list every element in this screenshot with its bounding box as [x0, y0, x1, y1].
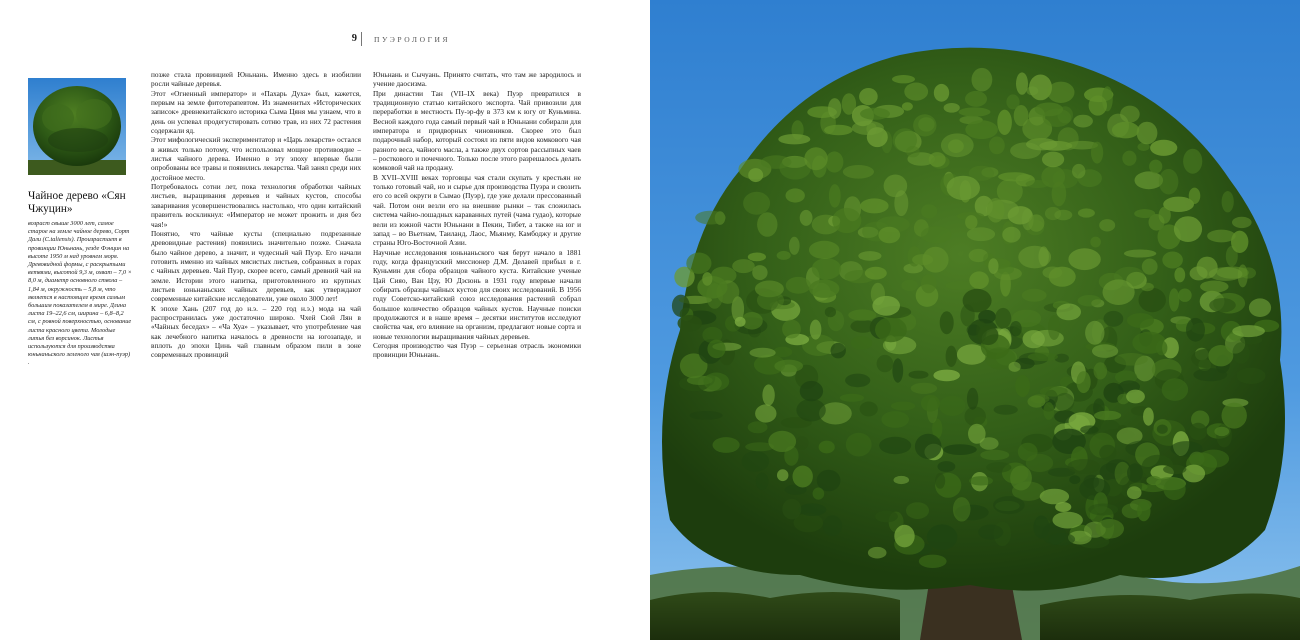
paragraph: Понятно, что чайные кусты (специально подрезанные древовидные растения) появились значительно позже. Сначала было чайное дерево, а значит, и чудесный чай Пуэр. Его начали готовить именно из чайных мясистых листьев, собранных в горах с чайных деревьев. Чай Пуэр, скорее всего, самый древний чай на земле. Истории этого напитка, приготовленного из крупных листьев юньнаньских чайных деревьев, как утверждают современные китайские исследователи, уже около 3000 лет!	[151, 228, 361, 304]
paragraph: Юньнань и Сычуань. Принято считать, что там же зародилось и учение даосизма.	[373, 70, 581, 89]
tea-tree-photo	[650, 0, 1300, 640]
paragraph: Этот «Огненный император» и «Пахарь Духа» был, кажется, первым на земле фитотерапевтом. Из знаменитых «Исторических записок» древнекитайского историка Сыма Цяня мы узнаем, что в день он успевал продегустировать сотню трав, из них 72 растения содержали яд.	[151, 88, 361, 136]
running-head	[0, 33, 650, 47]
paragraph: Научные исследования юньнаньского чая берут начало в 1881 году, когда французский миссионер Д.М. Делавей прибыл в г. Куньмин для сбора образцов чайного куста. Китайские ученые Цай Сияо, Ван Цзу, Ю Дэсюнь в 1931 году впервые начали собирать образцы чайных кустов для своих исследований. В 1956 году Советско-китайский союз исследования растений собрал большое количество образцов чайных кустов. Научные поиски продолжаются и в наше время – десятки институтов исследуют свойства чая, его влияние на организм, предлагают новые сорта и новые технологии выращивания чайных деревьев.	[373, 247, 581, 341]
text-column-2	[373, 70, 581, 360]
page-number: 9	[351, 33, 357, 44]
tea-tree-thumbnail	[28, 78, 126, 175]
paragraph: При династии Тан (VII–IX века) Пуэр превратился в традиционную статью китайского экспорта. Чай привозили для переработки в местность Пу-эр-фу в 373 км к югу от Куньмина. Весной каждого года самый первый чай в Юньнани собирали для императора и придворных чиновников. Скорее это был подарочный набор, который состоял из пяти видов комкового чая разного веса, чайного масла, а также двух сортов рассыпных чаев – росткового и почечного. Только после этого разрешалось делать комковой чай на продажу.	[373, 88, 581, 173]
caption-body: возраст свыше 3000 лет, самое старое на земле чайное дерево, Сорт Дали (C.taliensis). Произрастает в провинции Юньнань, уезде Фэнцин на высоте 1950 м над уровнем моря. Древовидной формы, с раскрытыми ветвями, высотой 9,3 м, охват – 7,0 × 8,0 м, диаметр основного ствола – 1,84 м, окружность – 5,8 м, что является в настоящее время самым большим показателем в мире. Длина листа 19–22,6 см, ширина – 6,8–8,2 см, с ровной поверхностью, основание листа красного цвета. Молодые литья без ворсинок. Листья используются для производства юньнаньского зеленого чая (шэн-пуэр) .	[28, 220, 132, 367]
paragraph: К эпохе Хань (207 год до н.э. – 220 год н.э.) мода на чай распространилась уже достаточно широко. Чхей Сюй Лян в «Чайных беседах» – «Ча Хуа» – указывает, что употребление чая как лечебного напитка началось в древности на югозападе, и вплоть до эпохи Цинь чай главным образом пили в зоне современных провинций	[151, 303, 361, 360]
paragraph: Потребовалось сотни лет, пока технология обработки чайных листьев, выращивания деревьев и чайных кустов, способы заваривания усовершенствовались настолько, что один китайский правитель воскликнул: «Император не может прожить и дня без чая!»	[151, 182, 361, 229]
paragraph: Сегодня производство чая Пуэр – серьезная отрасль экономики провинции Юньнань.	[373, 340, 581, 360]
text-column-1	[151, 70, 361, 360]
header-divider	[361, 32, 362, 46]
paragraph: Этот мифологический экспериментатор и «Царь лекарств» остался в живых только потому, что использовал мощное противоядие – листья чайного дерева. Именно в эту эпоху впервые были опробованы все травы и появились лекарства. Чай занял среди них достойное место.	[151, 135, 361, 182]
section-title: ПУЭРОЛОГИЯ	[374, 35, 451, 44]
right-page-photo	[650, 0, 1300, 640]
paragraph: В XVII–XVIII веках торговцы чая стали скупать у крестьян не только готовый чай, но и сырье для производства Пуэра и свозить его со всей округи в Сымао (Пуэр), где уже делали прессованный чай. Потом они везли его на внешние рынки – так сложилась система чайно-лошадных караванных путей (чама гудао), которые вели из южной части Юньнани в Пекин, Тибет, а также на юг и запад – во Вьетнам, Таиланд, Лаос, Мьянму, Камбоджу и другие страны Юго-Восточной Азии.	[373, 172, 581, 248]
paragraph: позже стала провинцией Юньнань. Именно здесь в изобилии росли чайные деревья.	[151, 70, 361, 89]
caption-title: Чайное дерево «Сян Чжуцин»	[28, 190, 126, 215]
